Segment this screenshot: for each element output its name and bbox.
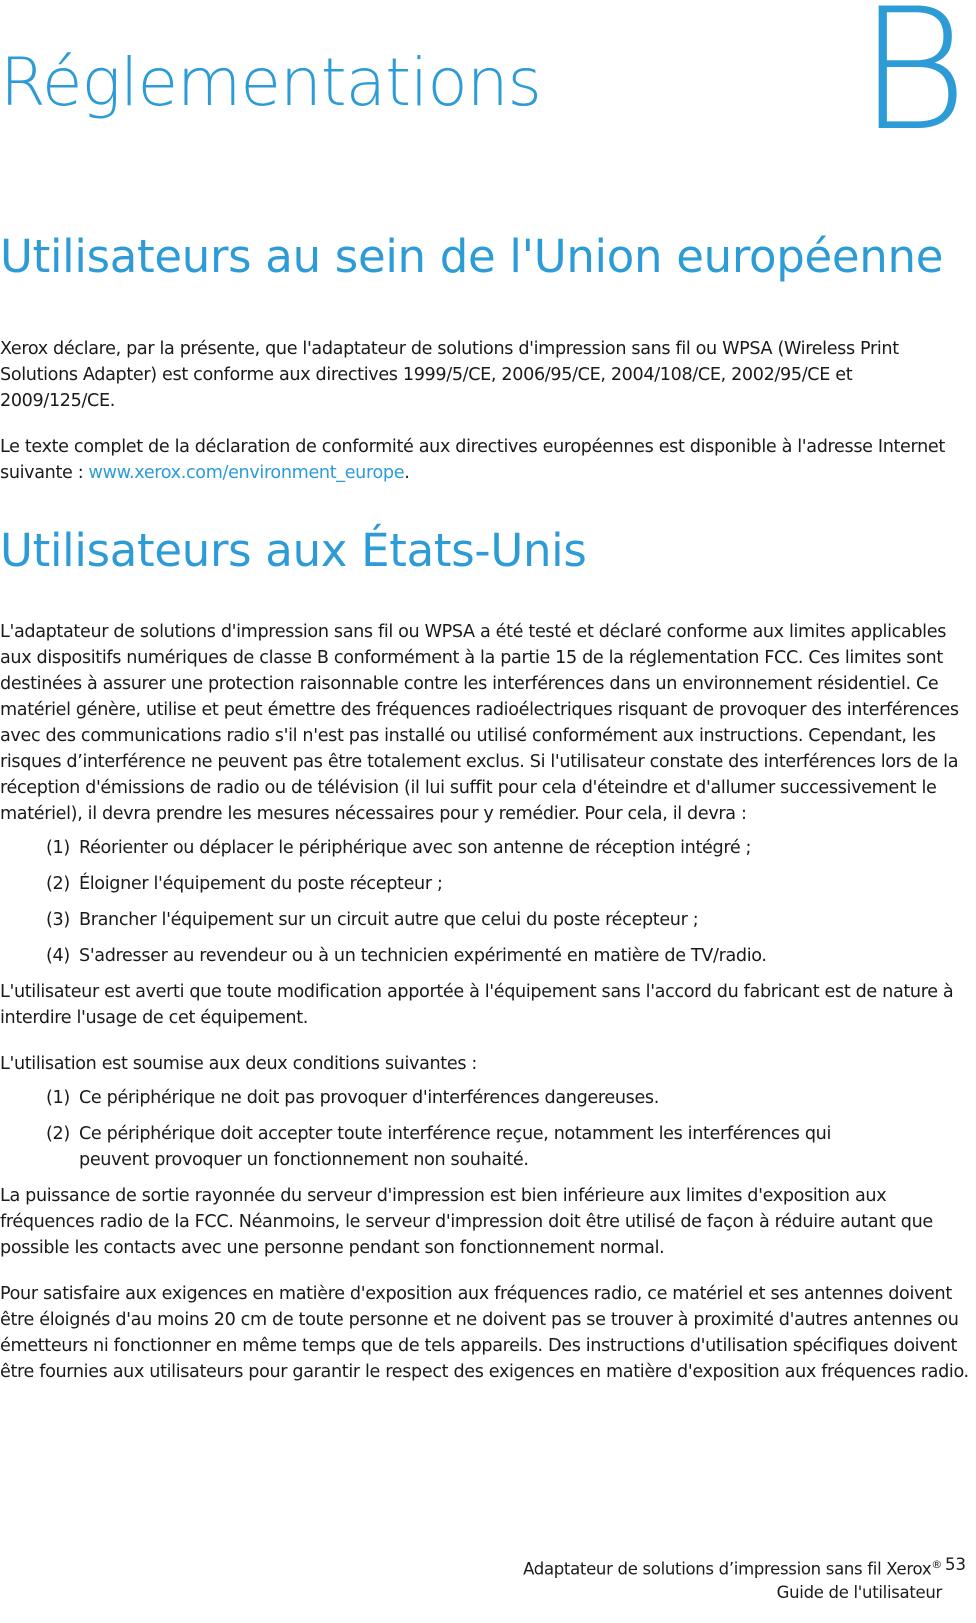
us-heading: Utilisateurs aux États-Unis <box>0 523 587 577</box>
footer <box>342 1553 942 1604</box>
footer-product-name: Adaptateur de solutions d’impression sans fil Xerox <box>523 1559 932 1579</box>
list-item <box>0 1121 972 1173</box>
us-paragraph-2: L'utilisateur est averti que toute modification apportée à l'équipement sans l'accord du fabricant est de nature à interdire l'usage de cet équipement. <box>0 982 954 1028</box>
list-item-number: (3) <box>46 910 70 930</box>
list-item-text: Réorienter ou déplacer le périphérique avec son antenne de réception intégré ; <box>79 838 752 858</box>
registered-mark: ® <box>931 1558 942 1571</box>
eu-heading: Utilisateurs au sein de l'Union européenne <box>0 230 944 283</box>
content <box>0 232 972 1385</box>
conditions-list <box>0 1085 972 1173</box>
eu-paragraph-1: Xerox déclare, par la présente, que l'adaptateur de solutions d'impression sans fil ou WPSA (Wireless Print Solutions Adapter) est conforme aux directives 1999/5/CE, 2006/95/CE, 2004/108/CE, 2002/95/CE et 2009/125/CE. <box>0 338 899 411</box>
list-item-number: (2) <box>46 1124 70 1144</box>
list-item <box>0 835 972 861</box>
us-paragraph-5: Pour satisfaire aux exigences en matière d'exposition aux fréquences radio, ce matériel et ses antennes doivent être éloignés d'au moins 20 cm de toute personne et ne doivent pas se trouver à proximité d'autres antennes ou émetteurs ni fonctionner en même temps que de tels appareils. Des instructions d'utilisation spécifiques doivent être fournies aux utilisateurs pour garantir le respect des exigences en matière d'exposition aux fréquences radio. <box>0 1284 969 1382</box>
list-item-text: S'adresser au revendeur ou à un technicien expérimenté en matière de TV/radio. <box>79 946 767 966</box>
xerox-environment-link[interactable]: www.xerox.com/environment_europe <box>88 462 405 483</box>
us-paragraph-4: La puissance de sortie rayonnée du serveur d'impression est bien inférieure aux limites d'exposition aux fréquences radio de la FCC. Néanmoins, le serveur d'impression doit être utilisé de façon à réduire autant que possible les contacts avec une personne pendant son fonctionnement normal. <box>0 1186 933 1258</box>
list-item-text: Ce périphérique ne doit pas provoquer d'interférences dangereuses. <box>79 1088 659 1108</box>
page-number: 53 <box>945 1555 966 1574</box>
footer-product <box>342 1553 942 1581</box>
eu-paragraph-2-text: Le texte complet de la déclaration de conformité aux directives européennes est disponible à l'adresse Internet suivante : <box>0 436 945 483</box>
list-item-number: (1) <box>46 838 70 858</box>
list-item-number: (1) <box>46 1088 70 1108</box>
list-item-text: Éloigner l'équipement du poste récepteur ; <box>79 874 443 894</box>
list-item-number: (2) <box>46 874 70 894</box>
list-item-text: Ce périphérique doit accepter toute interférence reçue, notamment les interférences qui peuvent provoquer un fonctionnement non souhaité. <box>79 1124 832 1170</box>
list-item <box>0 943 972 969</box>
list-item <box>0 871 972 897</box>
list-item <box>0 907 972 933</box>
footer-guide: Guide de l'utilisateur <box>776 1582 942 1602</box>
list-item-text: Brancher l'équipement sur un circuit autre que celui du poste récepteur ; <box>79 910 699 930</box>
chapter-letter: B <box>857 0 968 168</box>
list-item <box>0 1085 972 1111</box>
eu-paragraph-2-end: . <box>404 462 410 483</box>
remedy-list <box>0 835 972 969</box>
eu-paragraph-2 <box>0 434 972 486</box>
chapter-title: Réglementations <box>0 44 541 121</box>
list-item-number: (4) <box>46 946 70 966</box>
us-paragraph-1: L'adaptateur de solutions d'impression sans fil ou WPSA a été testé et déclaré conforme aux limites applicables aux dispositifs numériques de classe B conformément à la partie 15 de la réglementation FCC. Ces limites sont destinées à assurer une protection raisonnable contre les interférences dans un environnement résidentiel. Ce matériel génère, utilise et peut émettre des fréquences radioélectriques risquant de provoquer des interférences avec des communications radio s'il n'est pas installé ou utilisé conformément aux instructions. Cependant, les risques d’interférence ne peuvent pas être totalement exclus. Si l'utilisateur constate des interférences lors de la réception d'émissions de radio ou de télévision (il lui suffit pour cela d'éteindre et d'allumer successivement le matériel), il devra prendre les mesures nécessaires pour y remédier. Pour cela, il devra : <box>0 622 959 824</box>
us-paragraph-3: L'utilisation est soumise aux deux conditions suivantes : <box>0 1054 477 1074</box>
